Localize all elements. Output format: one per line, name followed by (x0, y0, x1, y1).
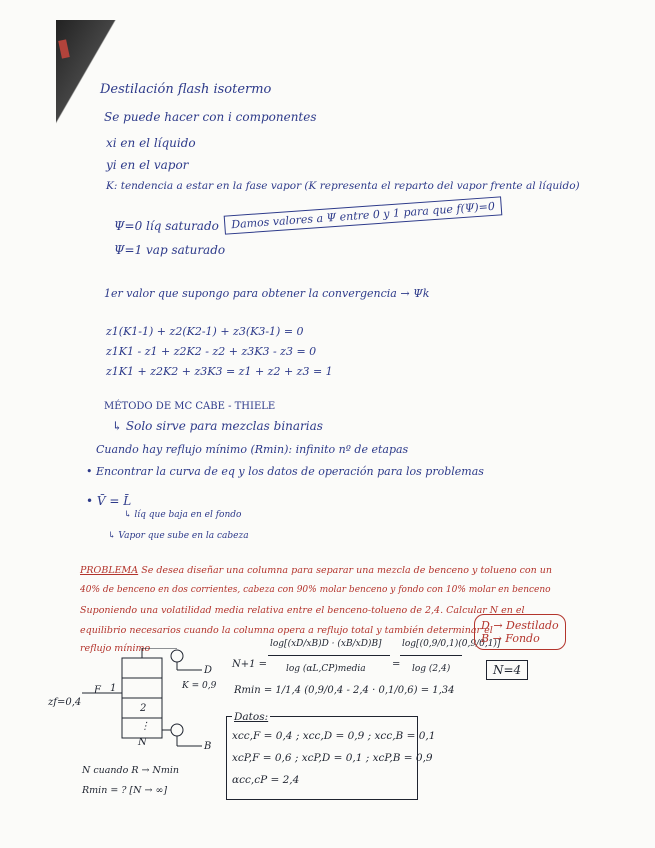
stage-label-n: N (138, 737, 147, 748)
method-title: MÉTODO DE MC CABE - THIELE (104, 401, 276, 412)
b-label: B (204, 741, 212, 752)
equals-sign: = (392, 659, 401, 670)
datos-row-2: xcP,F = 0,6 ; xcP,D = 0,1 ; xcP,B = 0,9 (232, 752, 433, 764)
column-diagram (72, 648, 222, 748)
problem-line-4: equilibrio necesarios cuando la columna opera a reflujo total y también determinar el (80, 625, 493, 636)
first-value-line: 1er valor que supongo para obtener la convergencia → Ψk (104, 287, 430, 300)
nplus1-denominator: log (αL,CP)media (286, 664, 366, 674)
feed-label: F (94, 685, 101, 696)
psi-line-1: Ψ=0 líq saturado (114, 219, 219, 233)
condenser-icon (171, 650, 183, 662)
method-line-1: ↳ Solo sirve para mezclas binarias (112, 419, 323, 433)
psi-line-2: Ψ=1 vap saturado (114, 243, 226, 257)
nplus1-numerator-values: log[(0,9/0,1)(0,9/0,1)] (402, 639, 501, 649)
intro-line-2: xi en el líquido (106, 136, 196, 150)
nplus1-fraction-bar (268, 655, 390, 656)
stage-label-1: 1 (110, 683, 117, 694)
equation-2: z1K1 - z1 + z2K2 - z2 + z3K3 - z3 = 0 (106, 345, 317, 358)
bottom-note-1: N cuando R → Nmin (82, 765, 180, 776)
datos-row-3: αcc,cP = 2,4 (232, 774, 300, 786)
page-heading: Destilación flash isotermo (100, 82, 272, 97)
nplus1-lhs: N+1 = (232, 659, 268, 670)
bottom-note-2: Rmin = ? [N → ∞] (82, 785, 168, 796)
problem-label: PROBLEMA (80, 565, 139, 576)
method-line-4: • V̄ = L̄ (86, 494, 132, 508)
nplus1-fraction-bar-2 (400, 655, 462, 656)
problem-line-3: Suponiendo una volatilidad media relativa entre el benceno-tolueno de 2,4. Calcular N en el (80, 605, 525, 616)
column-diagram-svg (72, 648, 222, 748)
problem-line-2: 40% de benceno en dos corrientes, cabeza con 90% molar benceno y fondo con 10% molar en benceno (80, 585, 551, 595)
psi-box: Damos valores a Ψ entre 0 y 1 para que f(Ψ)=0 (224, 196, 503, 234)
nplus1-denominator-values: log (2,4) (412, 664, 451, 674)
problem-line-5: reflujo mínimo (80, 643, 151, 654)
stage-label-dots: ⋮ (140, 721, 150, 732)
stage-label-2: 2 (140, 703, 147, 714)
intro-line-1: Se puede hacer con i componentes (104, 110, 317, 124)
zf-label: zf=0,4 (48, 697, 82, 708)
datos-title: Datos: (234, 711, 269, 723)
nplus1-numerator: log[(xD/xB)D · (xB/xD)B] (270, 639, 382, 649)
datos-row-1: xcc,F = 0,4 ; xcc,D = 0,9 ; xcc,B = 0,1 (232, 730, 436, 742)
d-label: D (204, 665, 213, 676)
reboiler-icon (171, 724, 183, 736)
method-line-3: • Encontrar la curva de eq y los datos de operación para los problemas (86, 465, 484, 478)
result-n-box: N=4 (486, 660, 528, 680)
intro-line-3: yi en el vapor (106, 158, 189, 172)
intro-line-4: K: tendencia a estar en la fase vapor (K representa el reparto del vapor frente al líquido) (106, 180, 580, 192)
problem-text-1: Se desea diseñar una columna para separar una mezcla de benceno y tolueno con un (141, 565, 553, 576)
method-line-6: ↳ Vapor que sube en la cabeza (108, 531, 249, 541)
k-label: K = 0,9 (182, 681, 217, 691)
equation-1: z1(K1-1) + z2(K2-1) + z3(K3-1) = 0 (106, 325, 304, 338)
equation-3: z1K1 + z2K2 + z3K3 = z1 + z2 + z3 = 1 (106, 365, 333, 378)
legend-redbox: D → Destilado B → Fondo (474, 614, 566, 650)
problem-line-1 (80, 566, 552, 576)
rmin-formula: Rmin = 1/1,4 (0,9/0,4 - 2,4 · 0,1/0,6) = 1,34 (234, 685, 455, 696)
method-line-5: ↳ líq que baja en el fondo (124, 510, 242, 520)
method-line-2: Cuando hay reflujo mínimo (Rmin): infinito nº de etapas (96, 443, 409, 456)
